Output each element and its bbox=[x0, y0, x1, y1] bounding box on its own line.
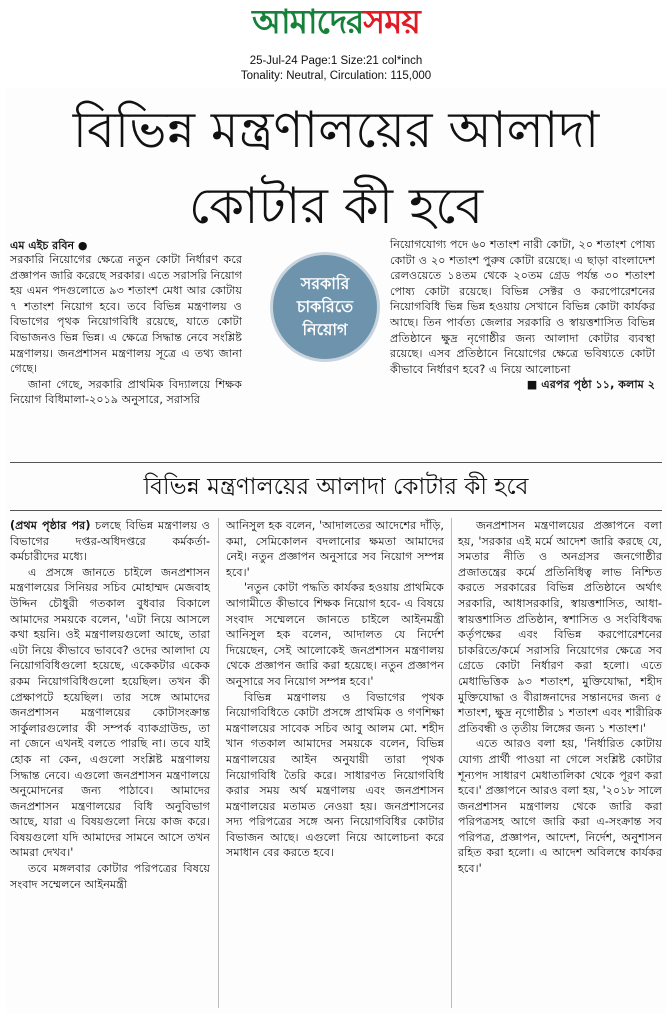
newspaper-logo bbox=[0, 2, 672, 42]
column-divider bbox=[218, 518, 219, 1008]
body-paragraph: 'নতুন কোটা পদ্ধতি কার্যকর হওয়ায় প্রাথমিকে আগামীতে কীভাবে শিক্ষক নিয়োগ হবে- এ বিষয়ে সংবাদ সম্মেলনে জানতে চাইলে আইনমন্ত্রী আনিসুল হক বলেন, আদালত যে নির্দেশ দিয়েছেন, সেই আলোকেই জনপ্রশাসন মন্ত্রণালয় থেকে প্রজ্ঞাপন জারি করা হয়েছে। নতুন প্রজ্ঞাপন অনুসারে সব নিয়োগ সম্পন্ন হবে।' bbox=[226, 581, 444, 688]
lead-paragraph: জানা গেছে, সরকারি প্রাথমিক বিদ্যালয়ে শিক্ষক নিয়োগ বিধিমালা-২০১৯ অনুসারে, সরাসরি bbox=[10, 377, 242, 407]
body-paragraph: এ প্রসঙ্গে জানতে চাইলে জনপ্রশাসন মন্ত্রণালয়ের সিনিয়র সচিব মোহাম্মদ মেজবাহ উদ্দিন চৌধুরী গতকাল বুধবার বিকালে আমাদের সময়কে বলেন, 'এটা নিয়ে আসলে কথা হয়নি। ওই মন্ত্রণালয়গুলো আছে, তারা এটা নিয়ে কীভাবে ভাববে? ওদের আলাদা যে নিয়োগবিধিগুলো হয়েছে, একেকটার একেক রকম নিয়োগবিধিগুলো হয়েছিল। তখন কী প্রেক্ষাপটে হয়েছিল। তার সঙ্গে আমাদের জনপ্রশাসন মন্ত্রণালয়ের কোটাসংক্রান্ত সার্কুলারগুলোর কী সম্পর্ক ব্যাকগ্রাউন্ড, তা না জেনে এখনই বলতে পারছি না। তবে যাই হোক না কেন, এগুলো সংশ্লিষ্ট মন্ত্রণালয় সিদ্ধান্ত নেবে। এগুলো জনপ্রশাসন মন্ত্রণালয়ে অনুমোদনের জন্য পাঠাবে। আমাদের জনপ্রশাসন মন্ত্রণালয়ের বিধি অনুবিভাগ আছে, যারা এ বিষয়গুলো নিয়ে কাজ করে। বিষয়গুলো যদি আমাদের সামনে আসে তখন আমরা দেখব।' bbox=[10, 565, 210, 860]
lead-paragraph: নিয়োগযোগ্য পদে ৬০ শতাংশ নারী কোটা, ২০ শতাংশ পোষ্য কোটা ও ২০ শতাংশ পুরুষ কোটা রয়েছে। এ ছাড়া বাংলাদেশ রেলওয়েতে ১৪তম থেকে ২০তম গ্রেড পর্যন্ত ৩০ শতাংশ পোষ্য কোটা রয়েছে। বিভিন্ন সেক্টর ও করপোরেশনের নিয়োগবিধি ভিন্ন ভিন্ন হওয়ায় সেখানে বিভিন্ন কোটা কার্যকর আছে। তিন পার্বত্য জেলার সরকারি ও স্বায়ত্তশাসিত বিভিন্ন প্রতিষ্ঠানে ক্ষুদ্র নৃগোষ্ঠীর জন্য আলাদা কোটার ব্যবস্থা রয়েছে। এসব প্রতিষ্ঠানে নিয়োগের ক্ষেত্রে ভবিষ্যতে কোটা কীভাবে নির্ধারণ হবে? এ নিয়ে আলোচনা bbox=[390, 238, 655, 376]
continuation-column-3 bbox=[458, 518, 662, 877]
logo-part-1: আমাদের bbox=[252, 2, 364, 41]
lead-column-right bbox=[390, 237, 655, 393]
article-headline bbox=[0, 92, 672, 244]
continuation-column-2 bbox=[226, 518, 444, 861]
continued-label: (প্রথম পৃষ্ঠার পর) bbox=[10, 519, 91, 532]
lead-column-left bbox=[10, 252, 242, 408]
logo-part-2: সময় bbox=[363, 2, 420, 41]
section-divider bbox=[10, 462, 662, 463]
badge-line: সরকারি bbox=[300, 274, 350, 293]
headline-line-2: কোটার কী হবে bbox=[188, 177, 484, 235]
badge-line: চাকরিতে bbox=[296, 297, 354, 316]
continuation-headline: বিভিন্ন মন্ত্রণালয়ের আলাদা কোটার কী হবে bbox=[143, 474, 529, 500]
headline-line-1: বিভিন্ন মন্ত্রণালয়ের আলাদা bbox=[72, 101, 600, 159]
topic-badge bbox=[270, 252, 380, 362]
body-paragraph: বিভিন্ন মন্ত্রণালয় ও বিভাগের পৃথক নিয়োগবিধিতে কোটা প্রসঙ্গে প্রাথমিক ও গণশিক্ষা মন্ত্রণালয়ের সাবেক সচিব আবু আলম মো. শহীদ খান গতকাল আমাদের সময়কে বলেন, বিভিন্ন মন্ত্রণালয়ের আইন অনুযায়ী তারা পৃথক নিয়োগবিধি তৈরি করে। সাধারণত নিয়োগবিধি করার সময় অর্থ মন্ত্রণালয় এবং জনপ্রশাসন মন্ত্রণালয়ের মতামত নেওয়া হয়। জনপ্রশাসনের সদ্য পরিপত্রের সঙ্গে অন্য নিয়োগবিধির কোটার বিভাজন আছে। এগুলো নিয়ে আলোচনা করে সমাধান বের করতে হবে। bbox=[226, 690, 444, 860]
body-paragraph: জনপ্রশাসন মন্ত্রণালয়ের প্রজ্ঞাপনে বলা হয়, 'সরকার এই মর্মে আদেশ জারি করছে যে, সমতার নীতি ও অনগ্রসর জনগোষ্ঠীর প্রজাতন্ত্রের কর্মে প্রতিনিধিত্ব লাভ নিশ্চিত করতে সরকারের বিভিন্ন প্রতিষ্ঠানে অর্থাৎ সরকারি, আধাসরকারি, স্বায়ত্তশাসিত, আধা-স্বায়ত্তশাসিত প্রতিষ্ঠান, স্বশাসিত ও সংবিধিবদ্ধ কর্তৃপক্ষের এবং বিভিন্ন করপোরেশনের চাকরিতে/কর্মে সরাসরি নিয়োগের ক্ষেত্রে সব গ্রেডে কোটা নির্ধারণ করা হলো। এতে মেধাভিত্তিক ৯৩ শতাংশ, মুক্তিযোদ্ধা, শহীদ মুক্তিযোদ্ধা ও বীরাঙ্গনাদের সন্তানদের জন্য ৫ শতাংশ, ক্ষুদ্র নৃগোষ্ঠীর ১ শতাংশ এবং শারীরিক প্রতিবন্ধী ও তৃতীয় লিঙ্গের জন্য ১ শতাংশ।' bbox=[458, 519, 662, 735]
body-paragraph: তবে মঙ্গলবার কোটার পরিপত্রের বিষয়ে সংবাদ সম্মেলনে আইনমন্ত্রী bbox=[10, 862, 210, 891]
jump-line: ■ এরপর পৃষ্ঠা ১১, কলাম ২ bbox=[526, 378, 655, 392]
badge-line: নিয়োগ bbox=[302, 320, 348, 339]
clip-tonality-line: Tonality: Neutral, Circulation: 115,000 bbox=[240, 70, 432, 82]
body-paragraph: আনিসুল হক বলেন, 'আদালতের আদেশের দাঁড়ি, কমা, সেমিকোলন বদলানোর ক্ষমতা আমাদের নেই। নতুন প্রজ্ঞাপন অনুসারে সব নিয়োগ সম্পন্ন হবে।' bbox=[226, 519, 444, 579]
continuation-column-1 bbox=[10, 518, 210, 892]
column-divider bbox=[451, 518, 452, 1008]
body-paragraph bbox=[10, 518, 210, 565]
body-text: চলছে বিভিন্ন মন্ত্রণালয় ও বিভাগের দপ্তর-অধিদপ্তরে কর্মকর্তা-কর্মচারীদের মধ্যে। bbox=[10, 519, 210, 564]
section-divider bbox=[10, 510, 662, 511]
body-paragraph: এতে আরও বলা হয়, 'নির্ধারিত কোটায় যোগ্য প্রার্থী পাওয়া না গেলে সংশ্লিষ্ট কোটার শূন্যপদ সাধারণ মেধাতালিকা থেকে পূরণ করা হবে।' প্রজ্ঞাপনে আরও বলা হয়, '২০১৮ সালে জনপ্রশাসন মন্ত্রণালয় থেকে জারি করা পরিপত্রসহ আগে জারি করা এ-সংক্রান্ত সব পরিপত্র, প্রজ্ঞাপন, আদেশ, নির্দেশ, অনুশাসন রহিত করা হলো। এ আদেশ অবিলম্বে কার্যকর হবে।' bbox=[458, 737, 662, 876]
byline: এম এইচ রবিন ● bbox=[10, 239, 88, 252]
lead-paragraph: সরকারি নিয়োগের ক্ষেত্রে নতুন কোটা নির্ধারণ করে প্রজ্ঞাপন জারি করেছে সরকার। এতে সরাসরি নিয়োগ হয় এমন পদগুলোতে ৯৩ শতাংশ মেধা আর কোটায় ৭ শতাংশ নিয়োগ হবে। তবে বিভিন্ন মন্ত্রণালয় ও বিভাগের পৃথক নিয়োগবিধি রয়েছে, যাতে কোটা বিভাজনও ভিন্ন ভিন্ন। এ ক্ষেত্রে সিদ্ধান্ত নেবে সংশ্লিষ্ট মন্ত্রণালয়। জনপ্রশাসন মন্ত্রণালয় সূত্রে এ তথ্য জানা গেছে। bbox=[10, 253, 242, 376]
clip-meta-line: 25-Jul-24 Page:1 Size:21 col*inch bbox=[249, 55, 423, 67]
